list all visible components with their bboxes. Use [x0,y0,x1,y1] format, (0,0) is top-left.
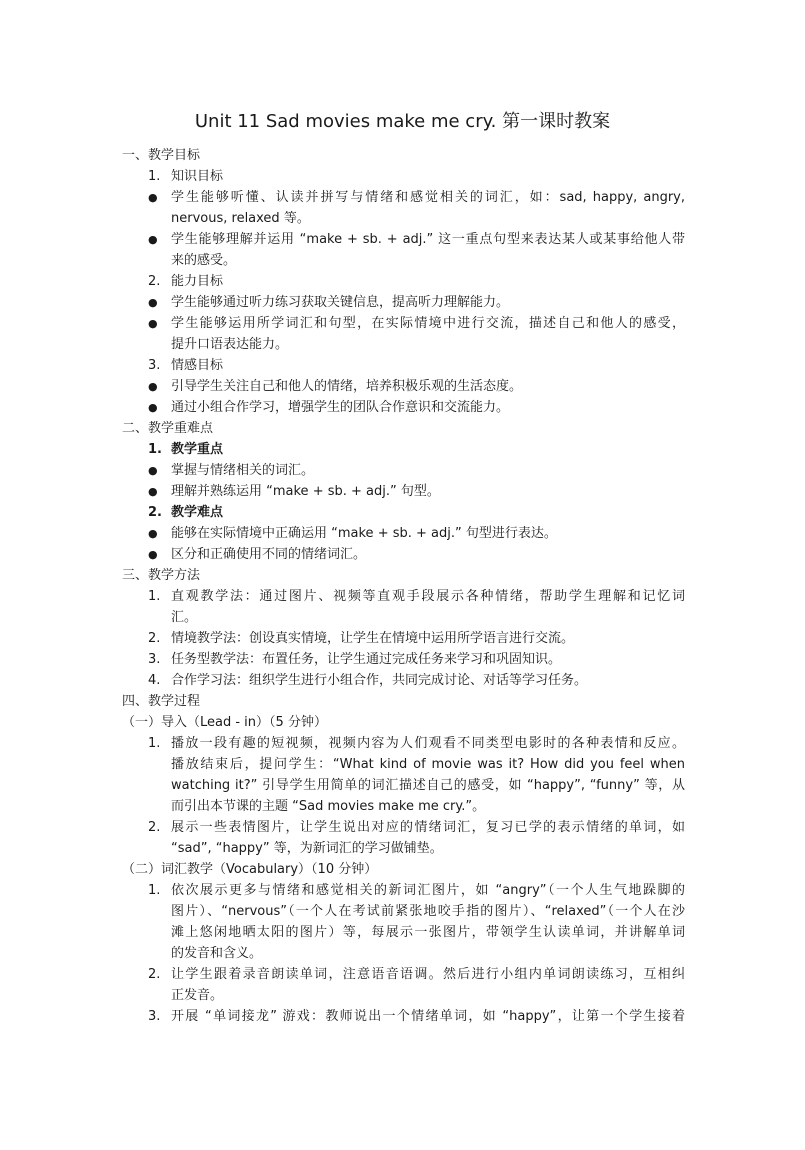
list-number: 1. [148,169,161,184]
paragraph-line: 滩上悠闲地晒太阳的图片）等，每展示一张图片，带领学生认读单词，并讲解单词 [171,925,685,940]
paragraph-line: 学生能够理解并运用 “make + sb. + adj.” 这一重点句型来表达某人或某事给他人带 [171,232,685,247]
paragraph-line: 图片）、“nervous”（一个人在考试前紧张地咬手指的图片）、“relaxed”（一个人在沙 [171,904,685,919]
paragraph-line: 汇。 [171,610,198,625]
list-number: 2. [148,631,161,646]
paragraph-line: 的发音和含义。 [171,946,263,961]
bullet-icon: ● [148,527,158,540]
bullet-icon: ● [148,380,158,393]
paragraph-line: 理解并熟练运用 “make + sb. + adj.” 句型。 [171,484,440,499]
bullet-icon: ● [148,548,158,561]
list-number: 2. [148,505,162,520]
bullet-icon: ● [148,233,158,246]
list-number: 1. [148,736,161,751]
paragraph-line: 区分和正确使用不同的情绪词汇。 [171,547,367,562]
paragraph-line: 情境教学法：创设真实情境，让学生在情境中运用所学语言进行交流。 [171,631,575,646]
paragraph-line: 播放一段有趣的短视频，视频内容为人们观看不同类型电影时的各种表情和反应。 [171,736,685,751]
paragraph-line: 正发音。 [171,988,224,1003]
bullet-icon: ● [148,296,158,309]
paragraph-line: 展示一些表情图片，让学生说出对应的情绪词汇，复习已学的表示情绪的单词，如 [171,820,685,835]
paragraph-line: 学生能够听懂、认读并拼写与情绪和感觉相关的词汇，如：sad, happy, angry, [171,190,685,205]
subsection-heading: （一）导入（Lead - in）（5 分钟） [122,715,327,730]
list-number: 3. [148,358,161,373]
paragraph-line: 引导学生关注自己和他人的情绪，培养积极乐观的生活态度。 [171,379,523,394]
subheading: 教学难点 [171,505,224,520]
paragraph-line: 来的感受。 [171,253,237,268]
paragraph-line: 直观教学法：通过图片、视频等直观手段展示各种情绪，帮助学生理解和记忆词 [171,589,685,604]
paragraph-line: 掌握与情绪相关的词汇。 [171,463,315,478]
document-title: Unit 11 Sad movies make me cry. 第一课时教案 [194,111,611,132]
list-number: 1. [148,589,161,604]
bullet-icon: ● [148,317,158,330]
bullet-icon: ● [148,191,158,204]
bullet-icon: ● [148,485,158,498]
subheading: 知识目标 [171,169,224,184]
paragraph-line: 依次展示更多与情绪和感觉相关的新词汇图片，如 “angry”（一个人生气地跺脚的 [171,883,685,898]
subheading: 情感目标 [171,358,224,373]
subheading: 能力目标 [171,274,224,289]
paragraph-line: 开展 “单词接龙” 游戏：教师说出一个情绪单词，如 “happy”，让第一个学生接着 [171,1009,685,1024]
paragraph-line: 任务型教学法：布置任务，让学生通过完成任务来学习和巩固知识。 [171,652,562,667]
paragraph-line: “sad”, “happy” 等，为新词汇的学习做铺垫。 [171,841,443,856]
section-heading: 一、教学目标 [122,148,201,163]
paragraph-line: 播放结束后，提问学生：“What kind of movie was it? How did you feel when [171,757,685,772]
list-number: 3. [148,652,161,667]
list-number: 2. [148,820,161,835]
list-number: 2. [148,967,161,982]
list-number: 2. [148,274,161,289]
paragraph-line: 学生能够运用所学词汇和句型，在实际情境中进行交流，描述自己和他人的感受， [171,316,685,331]
paragraph-line: 而引出本节课的主题 “Sad movies make me cry.”。 [171,799,486,814]
section-heading: 二、教学重难点 [122,421,214,436]
bullet-icon: ● [148,464,158,477]
list-number: 1. [148,883,161,898]
list-number: 3. [148,1009,161,1024]
paragraph-line: 让学生跟着录音朗读单词，注意语音语调。然后进行小组内单词朗读练习，互相纠 [171,967,685,982]
paragraph-line: 学生能够通过听力练习获取关键信息，提高听力理解能力。 [171,295,510,310]
section-heading: 四、教学过程 [122,694,201,709]
paragraph-line: watching it?” 引导学生用简单的词汇描述自己的感受，如 “happy”, “funny” 等，从 [171,778,685,793]
subheading: 教学重点 [171,442,224,457]
paragraph-line: 提升口语表达能力。 [171,337,289,352]
paragraph-line: 合作学习法：组织学生进行小组合作，共同完成讨论、对话等学习任务。 [171,673,588,688]
section-heading: 三、教学方法 [122,568,201,583]
bullet-icon: ● [148,401,158,414]
list-number: 1. [148,442,162,457]
paragraph-line: 通过小组合作学习，增强学生的团队合作意识和交流能力。 [171,400,510,415]
paragraph-line: 能够在实际情境中正确运用 “make + sb. + adj.” 句型进行表达。 [171,526,557,541]
list-number: 4. [148,673,161,688]
subsection-heading: （二）词汇教学（Vocabulary）（10 分钟） [122,862,378,877]
paragraph-line: nervous, relaxed 等。 [171,211,310,226]
